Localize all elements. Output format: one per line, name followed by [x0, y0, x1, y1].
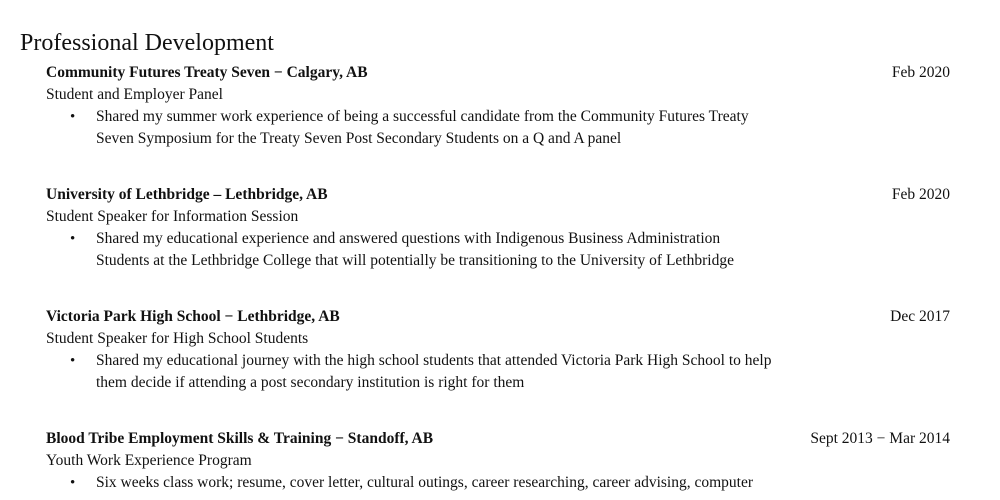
bullet-text-line: Shared my educational experience and answered questions with Indigenous Business Administration [96, 230, 721, 247]
bullet-text-line: them decide if attending a post secondary institution is right for them [96, 374, 525, 391]
entry-role: Student Speaker for High School Students [46, 330, 309, 347]
entry-role: Student Speaker for Information Session [46, 208, 299, 225]
entry-organization: Victoria Park High School − Lethbridge, AB [46, 308, 340, 325]
entry-bullets [46, 350, 950, 394]
bullet-text-line: Six weeks class work; resume, cover letter, cultural outings, career researching, career advising, computer [96, 474, 754, 491]
entry-role: Youth Work Experience Program [46, 452, 252, 469]
bullet-icon: • [70, 231, 76, 247]
entry-header [46, 306, 950, 328]
bullet-icon: • [70, 475, 76, 491]
entry-university-of-lethbridge [46, 184, 950, 272]
entry-date: Dec 2017 [890, 308, 950, 325]
bullet-item [46, 228, 950, 272]
entry-victoria-park-high-school [46, 306, 950, 394]
entry-role: Student and Employer Panel [46, 86, 223, 103]
entry-bullets [46, 228, 950, 272]
section-title: Professional Development [20, 30, 274, 56]
bullet-icon: • [70, 109, 76, 125]
entry-date: Feb 2020 [891, 64, 950, 81]
entry-header [46, 428, 950, 450]
bullet-text-line: Seven Symposium for the Treaty Seven Post Secondary Students on a Q and A panel [96, 130, 622, 147]
bullet-item [46, 106, 950, 150]
entry-bullets [46, 106, 950, 150]
entry-date: Sept 2013 − Mar 2014 [810, 430, 950, 447]
bullet-item [46, 472, 950, 494]
bullet-item [46, 350, 950, 394]
bullet-text-line: Shared my summer work experience of being a successful candidate from the Community Futures Treaty [96, 108, 749, 125]
entry-organization: University of Lethbridge – Lethbridge, AB [46, 186, 328, 203]
bullet-text-line: Students at the Lethbridge College that will potentially be transitioning to the University of Lethbridge [96, 252, 734, 269]
entry-bullets [46, 472, 950, 494]
entry-header [46, 184, 950, 206]
entry-header [46, 62, 950, 84]
entry-organization: Blood Tribe Employment Skills & Training − Standoff, AB [46, 430, 434, 447]
entry-date: Feb 2020 [891, 186, 950, 203]
entry-community-futures [46, 62, 950, 150]
entry-blood-tribe-employment [46, 428, 950, 494]
bullet-text-line: Shared my educational journey with the high school students that attended Victoria Park High School to help [96, 352, 772, 369]
entry-organization: Community Futures Treaty Seven − Calgary, AB [46, 64, 368, 81]
bullet-icon: • [70, 353, 76, 369]
